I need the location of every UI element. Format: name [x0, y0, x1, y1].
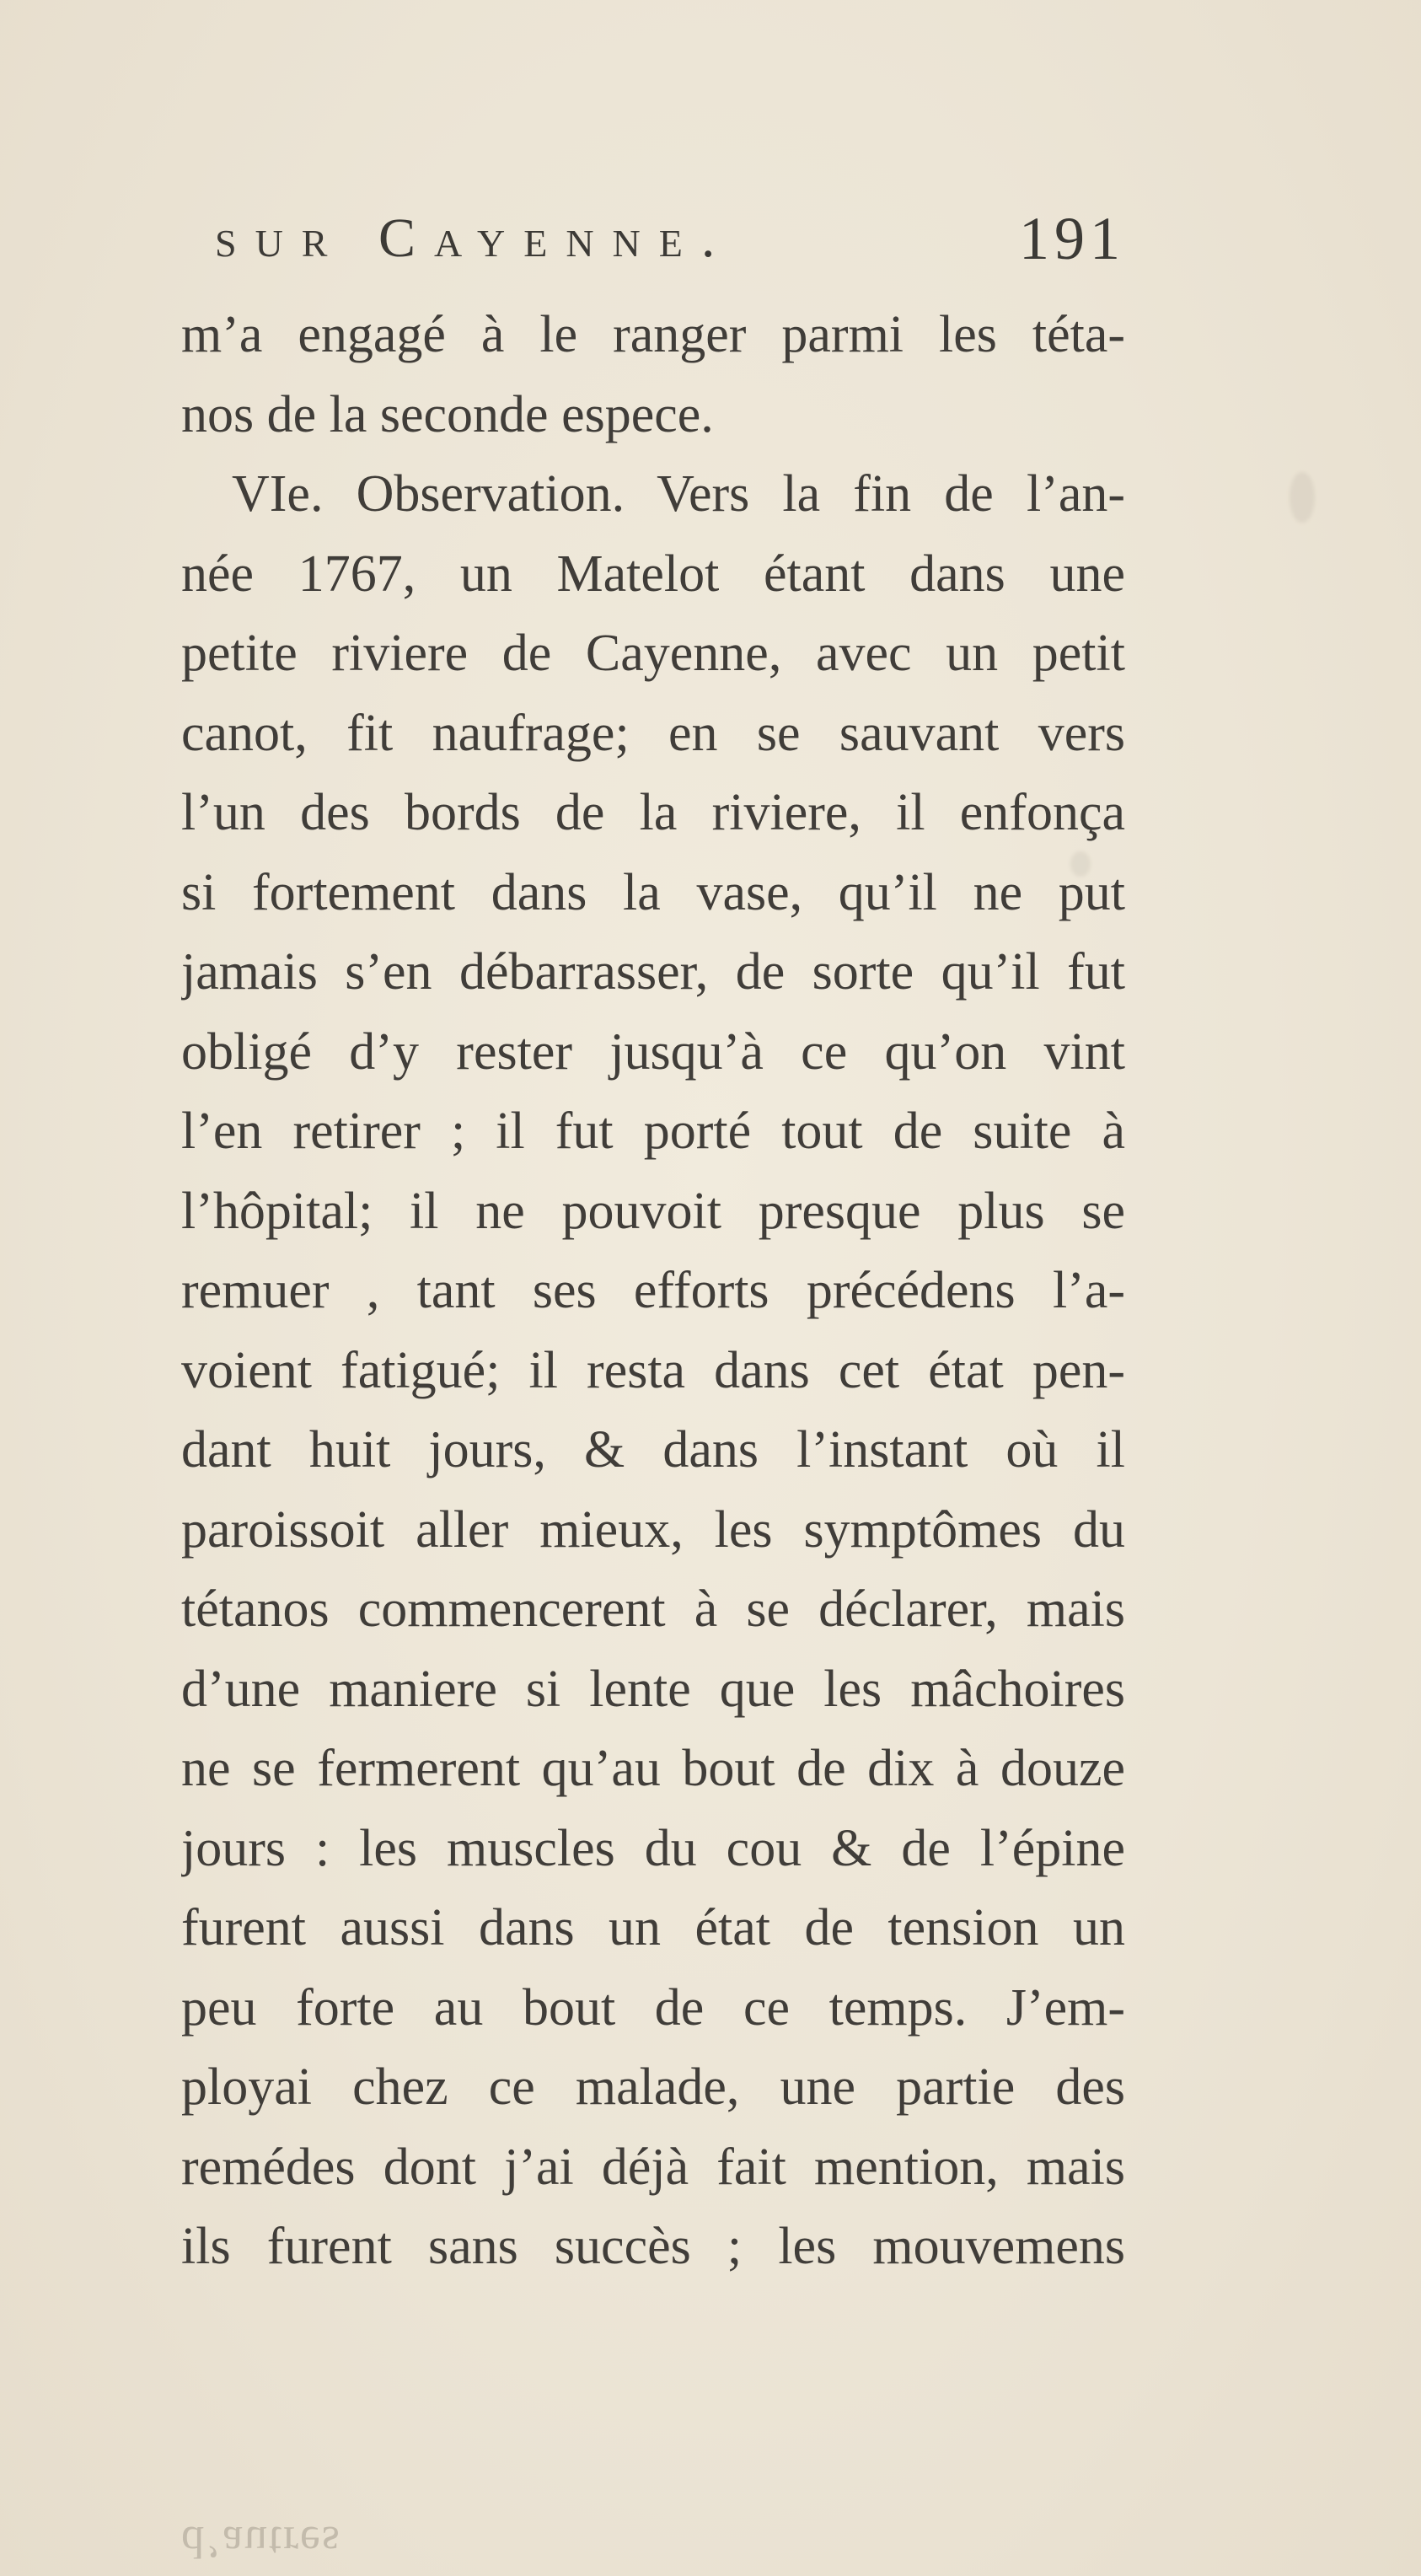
text-line: dant huit jours, & dans l’instant où il: [181, 1421, 1125, 1479]
text-line: nos de la seconde espece.: [181, 385, 714, 443]
text-line: obligé d’y rester jusqu’à ce qu’on vint: [181, 1022, 1125, 1081]
body-text: [181, 295, 1125, 2287]
text-line: furent aussi dans un état de tension un: [181, 1899, 1125, 1956]
text-line: m’a engagé à le ranger parmi les téta-: [181, 306, 1125, 363]
text-line: ils furent sans succès ; les mouvemens: [181, 2218, 1125, 2275]
text-line: l’un des bords de la riviere, il enfonça: [181, 784, 1125, 841]
running-title: sur Cayenne.: [215, 207, 734, 269]
text-line: petite riviere de Cayenne, avec un petit: [181, 625, 1125, 682]
page-number: 191: [1019, 205, 1125, 272]
text-line: née 1767, un Matelot étant dans une: [181, 545, 1125, 603]
text-line: ployai chez ce malade, une partie des: [181, 2058, 1125, 2116]
paper-stain: [1290, 472, 1315, 523]
running-head: [181, 192, 1125, 285]
text-line: VIe. Observation. Vers la fin de l’an-: [232, 465, 1125, 523]
text-line: l’en retirer ; il fut porté tout de suite à: [181, 1103, 1125, 1160]
text-line: jours : les muscles du cou & de l’épine: [181, 1819, 1125, 1877]
text-line: canot, fit naufrage; en se sauvant vers: [181, 704, 1125, 762]
text-line: remédes dont j’ai déjà fait mention, mais: [181, 2138, 1125, 2196]
text-line: paroissoit aller mieux, les symptômes du: [181, 1500, 1125, 1559]
text-line: ne se fermerent qu’au bout de dix à douze: [181, 1740, 1125, 1797]
text-line: si fortement dans la vase, qu’il ne put: [181, 863, 1125, 921]
text-line: l’hôpital; il ne pouvoit presque plus se: [181, 1182, 1125, 1240]
text-line: jamais s’en débarrasser, de sorte qu’il fut: [181, 943, 1125, 1001]
text-line: peu forte au bout de ce temps. J’em-: [181, 1978, 1125, 2037]
text-line: remuer , tant ses efforts précédens l’a-: [181, 1262, 1125, 1319]
bleed-through-text: d’autres: [181, 2517, 341, 2568]
text-line: voient fatigué; il resta dans cet état pen-: [181, 1341, 1125, 1399]
text-line: d’une maniere si lente que les mâchoires: [181, 1660, 1125, 1718]
text-line: tétanos commencerent à se déclarer, mais: [181, 1580, 1125, 1638]
